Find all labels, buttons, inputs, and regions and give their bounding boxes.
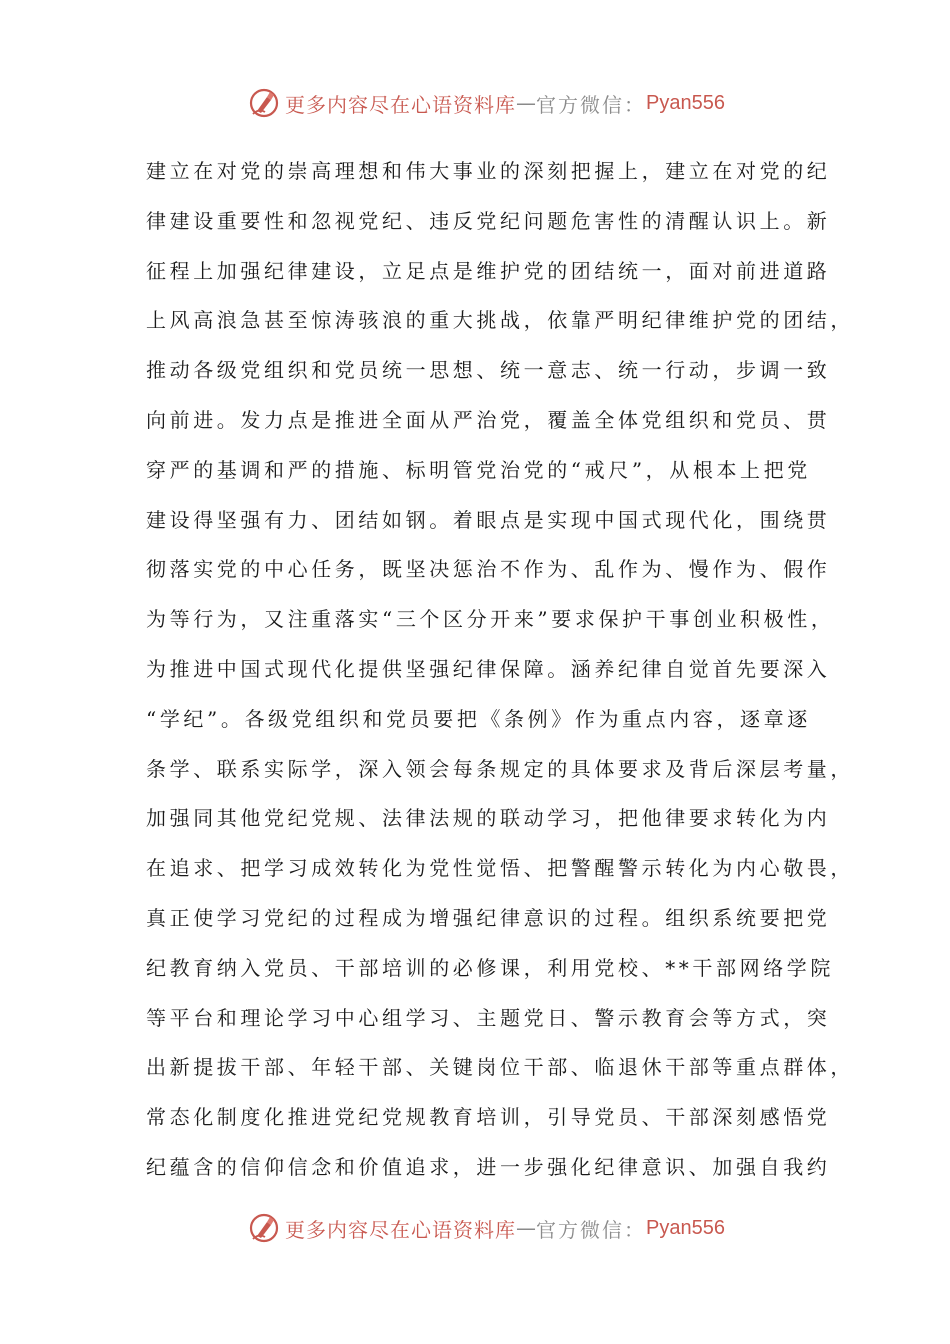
text-line: 建立在对党的崇高理想和伟大事业的深刻把握上，建立在对党的纪 xyxy=(146,159,831,183)
text-line: “学纪”。各级党组织和党员要把《条例》作为重点内容，逐章逐 xyxy=(146,706,811,731)
text-line: 加强同其他党纪党规、法律法规的联动学习，把他律要求转化为内 xyxy=(146,806,831,831)
text-line: 纪教育纳入党员、干部培训的必修课，利用党校、**干部网络学院 xyxy=(146,955,834,980)
text-line: 穿严的基调和严的措施、标明管党治党的“戒尺”，从根本上把党 xyxy=(146,457,811,482)
watermark-label: 官方微信： xyxy=(536,92,647,117)
text-line: 等平台和理论学习中心组学习、主题党日、警示教育会等方式，突 xyxy=(146,1005,831,1030)
body-text xyxy=(146,147,854,1193)
text-line: 向前进。发力点是推进全面从严治党，覆盖全体党组织和党员、贯 xyxy=(146,407,831,432)
text-line: 彻落实党的中心任务，既坚决惩治不作为、乱作为、慢作为、假作 xyxy=(146,557,831,582)
text-line: 为等行为，又注重落实“三个区分开来”要求保护干事创业积极性， xyxy=(146,607,835,632)
footer-watermark xyxy=(0,1208,950,1248)
watermark-wechat-id: Pyan556 xyxy=(646,91,725,114)
text-line: 条学、联系实际学，深入领会每条规定的具体要求及背后深层考量， xyxy=(146,756,854,781)
watermark-brand: 更多内容尽在心语资料库 xyxy=(285,1217,517,1242)
text-line: 常态化制度化推进党纪党规教育培训，引导党员、干部深刻感悟党 xyxy=(146,1105,831,1130)
watermark-brand: 更多内容尽在心语资料库 xyxy=(285,92,517,117)
watermark-dash: — xyxy=(516,91,537,115)
text-line: 上风高浪急甚至惊涛骇浪的重大挑战，依靠严明纪律维护党的团结， xyxy=(146,308,854,333)
text-line: 出新提拔干部、年轻干部、关键岗位干部、临退休干部等重点群体， xyxy=(146,1055,854,1080)
text-line: 在追求、把学习成效转化为党性觉悟、把警醒警示转化为内心敬畏， xyxy=(146,856,854,881)
pen-nib-icon xyxy=(247,1211,281,1245)
watermark-dash: — xyxy=(516,1216,537,1240)
text-line: 征程上加强纪律建设，立足点是维护党的团结统一，面对前进道路 xyxy=(146,258,831,283)
text-line: 律建设重要性和忽视党纪、违反党纪问题危害性的清醒认识上。新 xyxy=(146,208,831,233)
text-line: 真正使学习党纪的过程成为增强纪律意识的过程。组织系统要把党 xyxy=(146,905,831,930)
header-watermark xyxy=(0,83,950,123)
text-line: 为推进中国式现代化提供坚强纪律保障。涵养纪律自觉首先要深入 xyxy=(146,656,831,681)
pen-nib-icon xyxy=(247,86,281,120)
watermark-label: 官方微信： xyxy=(536,1217,647,1242)
text-line: 纪蕴含的信仰信念和价值追求，进一步强化纪律意识、加强自我约 xyxy=(146,1154,831,1179)
text-line: 建设得坚强有力、团结如钢。着眼点是实现中国式现代化，围绕贯 xyxy=(146,507,831,532)
text-line: 推动各级党组织和党员统一思想、统一意志、统一行动，步调一致 xyxy=(146,358,831,383)
watermark-wechat-id: Pyan556 xyxy=(646,1216,725,1239)
